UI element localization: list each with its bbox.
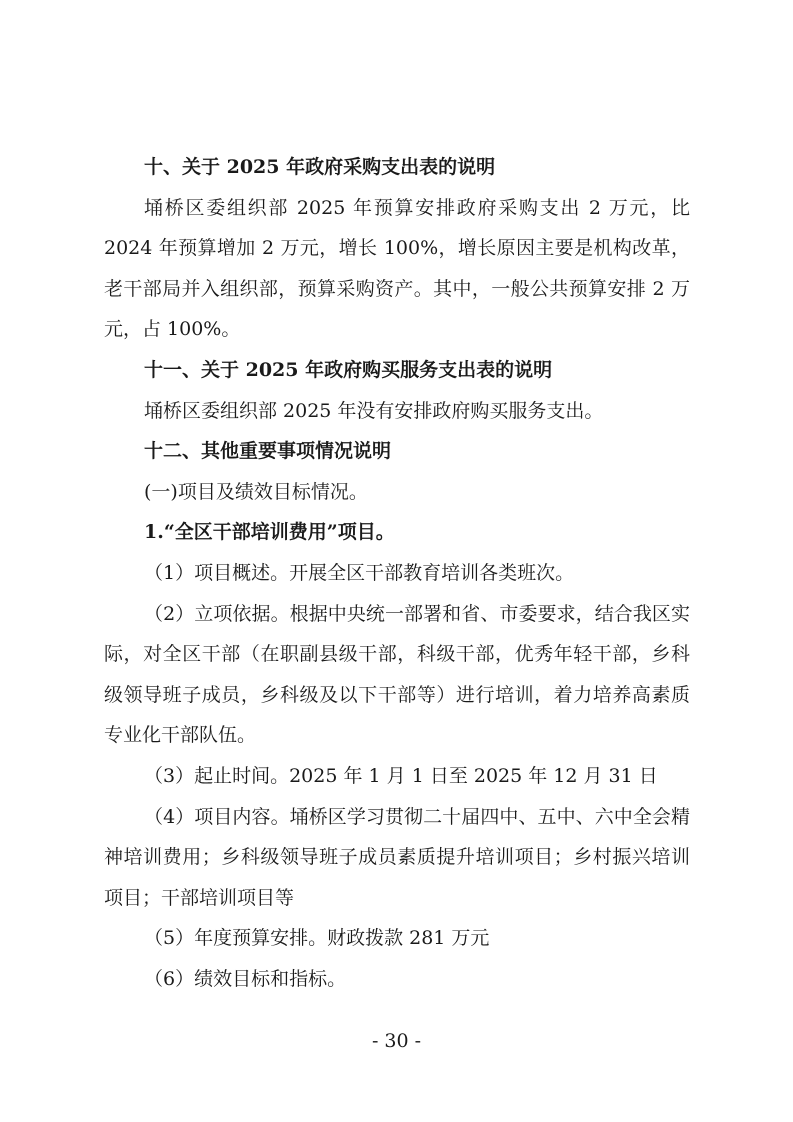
- paragraph-project-period: （3）起止时间。2025 年 1 月 1 日至 2025 年 12 月 31 日: [144, 764, 658, 787]
- paragraph-project-goals: (一)项目及绩效目标情况。: [144, 480, 368, 503]
- paragraph-project-overview: （1）项目概述。开展全区干部教育培训各类班次。: [144, 561, 575, 584]
- page-number: - 30 -: [371, 1030, 422, 1052]
- section-heading-other-matters: 十二、其他重要事项情况说明: [144, 440, 392, 463]
- paragraph-purchase-services-detail: 埇桥区委组织部 2025 年没有安排政府购买服务支出。: [144, 399, 604, 422]
- subsection-training-project: 1.“全区干部培训费用”项目。: [144, 521, 395, 544]
- paragraph-procurement-detail: 埇桥区委组织部 2025 年预算安排政府采购支出 2 万元，比 2024 年预算增加 2 万元，增长 100%，增长原因主要是机构改革，老干部局并入组织部，预算采购资产。其中，一般公共预算安排 2 万元，占 100%。: [104, 196, 690, 341]
- paragraph-project-basis: （2）立项依据。根据中央统一部署和省、市委要求，结合我区实际，对全区干部（在职副县级干部，科级干部，优秀年轻干部，乡科级领导班子成员，乡科级及以下干部等）进行培训，着力培养高素质专业化干部队伍。: [104, 602, 690, 747]
- paragraph-performance-targets: （6）绩效目标和指标。: [144, 967, 347, 990]
- paragraph-project-content: （4）项目内容。埇桥区学习贯彻二十届四中、五中、六中全会精神培训费用；乡科级领导班子成员素质提升培训项目；乡村振兴培训项目；干部培训项目等: [104, 805, 690, 909]
- section-heading-purchase-services: 十一、关于 2025 年政府购买服务支出表的说明: [144, 358, 553, 381]
- paragraph-annual-budget: （5）年度预算安排。财政拨款 281 万元: [144, 927, 490, 950]
- document-body: [104, 147, 690, 999]
- section-heading-government-procurement: 十、关于 2025 年政府采购支出表的说明: [144, 156, 496, 178]
